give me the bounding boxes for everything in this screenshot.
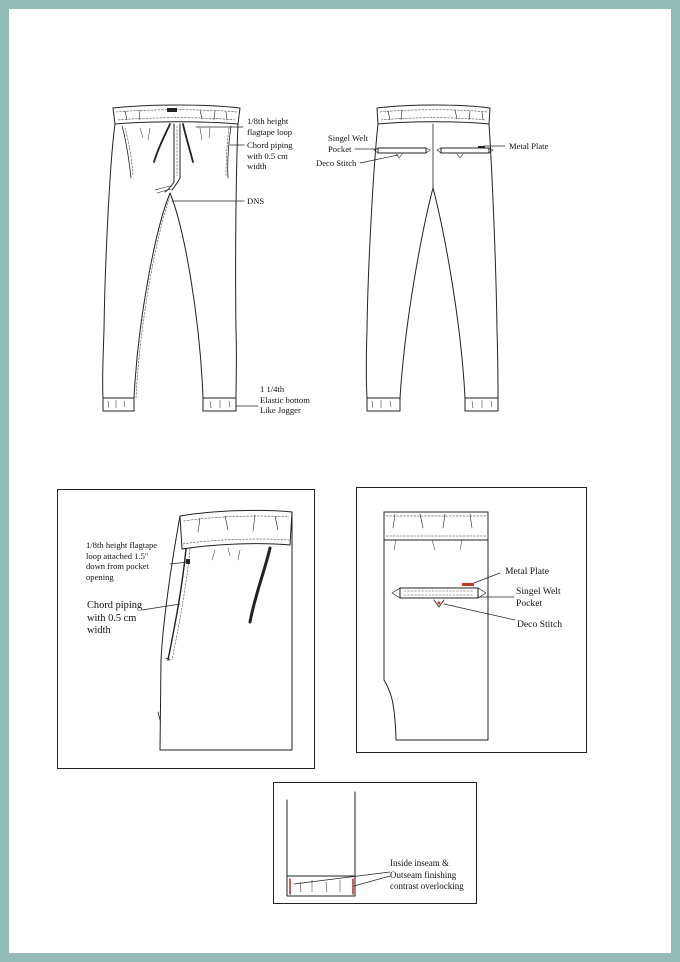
detail-front-flagtape-label: 1/8th height flagtape loop attached 1.5'' down from pocket opening [86,540,158,582]
detail-back-deco-label: Deco Stitch [517,619,563,630]
front-pants-drawing [103,105,240,411]
front-piping-label: Chord piping with 0.5 cm width [247,140,293,171]
detail-front-drawing [158,510,292,750]
detail-hem-overlock-label: Inside inseam & Outseam finishing contrast overlocking [390,858,464,891]
back-pocket-label: Singel Welt Pocket [328,133,368,154]
detail-back-pocket-label: Singel Welt Pocket [516,586,561,609]
detail-back-leader-lines [444,573,515,620]
back-pants-drawing [366,105,498,411]
detail-back-drawing [384,512,488,740]
front-flagtape-label: 1/8th height flagtape loop [247,116,293,137]
back-plate-label: Metal Plate [509,141,549,151]
detail-front-piping-label: Chord piping with 0.5 cm width [87,600,143,636]
front-bottom-label: 1 1/4th Elastic bottom Like Jogger [260,384,310,415]
front-dns-label: DNS [247,196,265,206]
back-deco-label: Deco Stitch [316,158,357,168]
detail-back-plate-label: Metal Plate [505,566,549,577]
detail-hem-leader-lines [294,872,390,886]
front-leader-lines [172,127,258,406]
